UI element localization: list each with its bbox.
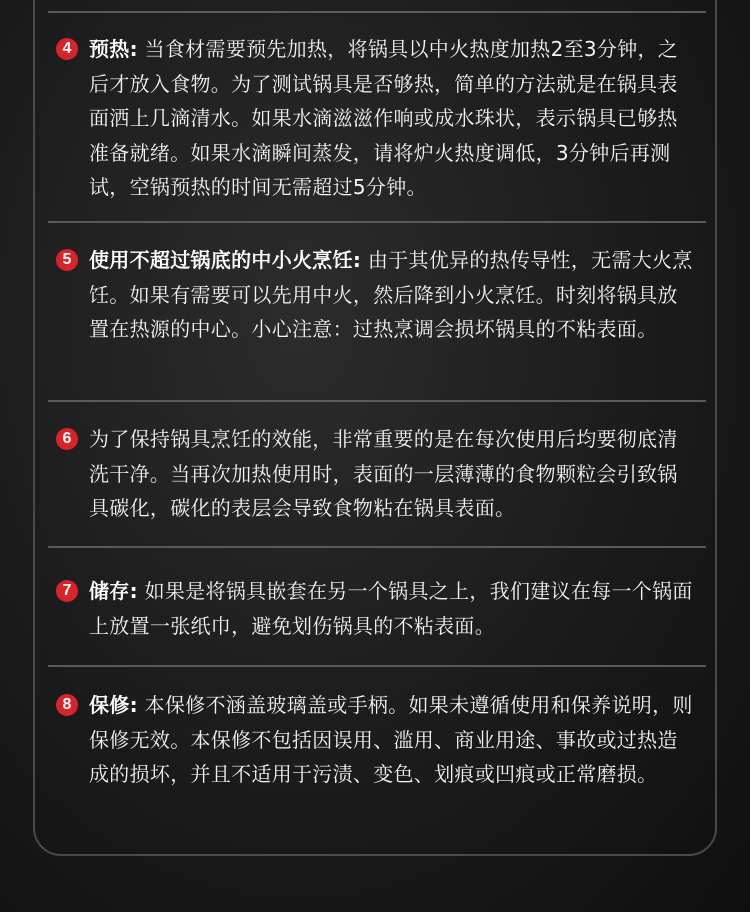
care-item-title: 保修: [89,693,138,717]
divider [48,11,706,13]
divider [48,665,706,667]
care-item-title: 使用不超过锅底的中小火烹饪: [89,248,362,272]
care-item-low-heat [89,243,697,347]
step-5-number-badge: 5 [56,249,78,271]
step-6-number-badge: 6 [56,428,78,450]
care-item-text: 当食材需要预先加热，将锅具以中火热度加热2至3分钟，之后才放入食物。为了测试锅具是否够热，简单的方法就是在锅具表面洒上几滴清水。如果水滴滋滋作响或成水珠状，表示锅具已够热准备就绪。如果水滴瞬间蒸发，请将炉火热度调低，3分钟后再测试，空锅预热的时间无需超过5分钟。 [89,37,679,199]
care-item-title: 储存: [89,579,138,603]
step-8-number-badge: 8 [56,694,78,716]
care-item-preheat [89,32,697,205]
care-item-text: 由于其优异的热传导性，无需大火烹饪。如果有需要可以先用中火，然后降到小火烹饪。时刻将锅具放置在热源的中心。小心注意：过热烹调会损坏锅具的不粘表面。 [89,248,693,341]
care-item-title: 预热: [89,37,138,61]
divider [48,400,706,402]
care-item-cleaning [89,422,697,526]
step-7-number-badge: 7 [56,580,78,602]
divider [48,546,706,548]
care-item-storage [89,574,697,643]
step-4-number-badge: 4 [56,38,78,60]
care-item-text: 本保修不涵盖玻璃盖或手柄。如果未遵循使用和保养说明，则保修无效。本保修不包括因误用、滥用、商业用途、事故或过热造成的损坏，并且不适用于污渍、变色、划痕或凹痕或正常磨损。 [89,693,693,786]
care-item-warranty [89,688,697,792]
divider [48,221,706,223]
care-item-text: 如果是将锅具嵌套在另一个锅具之上，我们建议在每一个锅面上放置一张纸巾，避免划伤锅具的不粘表面。 [89,579,693,638]
care-item-text: 为了保持锅具烹饪的效能，非常重要的是在每次使用后均要彻底清洗干净。当再次加热使用时，表面的一层薄薄的食物颗粒会引致锅具碳化，碳化的表层会导致食物粘在锅具表面。 [89,427,678,520]
